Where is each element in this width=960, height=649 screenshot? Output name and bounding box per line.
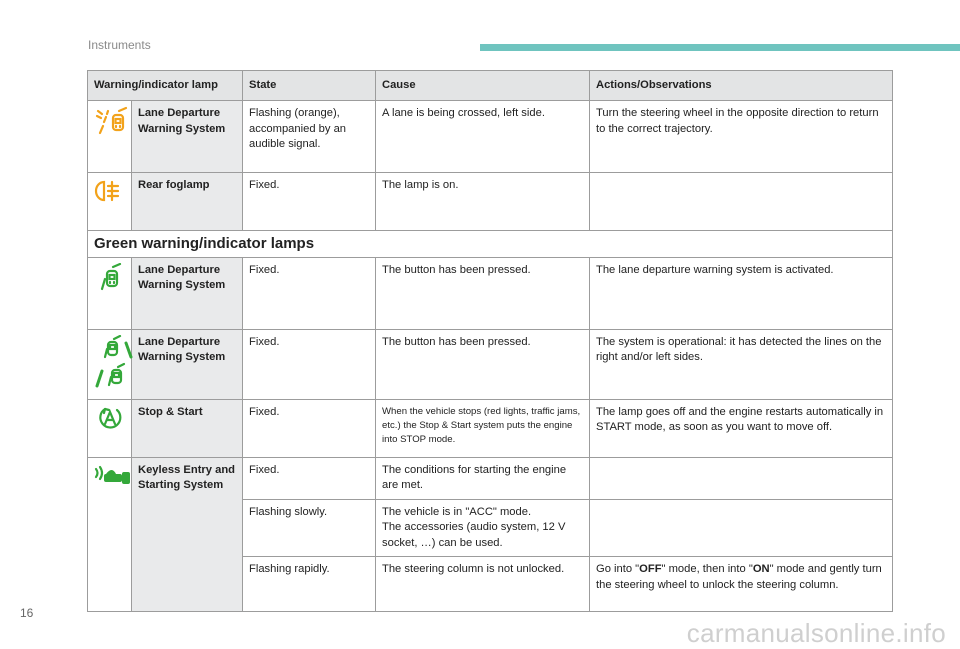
lamp-name: Stop & Start	[132, 399, 243, 457]
lane-departure-icon	[88, 257, 132, 329]
section-heading: Green warning/indicator lamps	[88, 231, 893, 258]
column-header-actions: Actions/Observations	[590, 71, 893, 101]
off-keyword: OFF	[639, 563, 662, 575]
warning-lamps-table	[87, 70, 893, 612]
lamp-cause: The conditions for starting the engine are met.	[376, 457, 590, 499]
lamp-state: Flashing slowly.	[243, 499, 376, 557]
lamp-state: Fixed.	[243, 257, 376, 329]
header-accent-bar	[480, 44, 960, 51]
lamp-cause: The steering column is not unlocked.	[376, 557, 590, 612]
lamp-cause: The button has been pressed.	[376, 257, 590, 329]
lamp-cause: The button has been pressed.	[376, 329, 590, 399]
lane-departure-lines-detected-icon	[88, 329, 132, 399]
table-row	[88, 173, 893, 231]
column-header-state: State	[243, 71, 376, 101]
keyless-entry-icon	[88, 457, 132, 612]
lamp-action	[590, 457, 893, 499]
lamp-name: Rear foglamp	[132, 173, 243, 231]
page-number: 16	[20, 606, 34, 620]
lamp-state: Fixed.	[243, 173, 376, 231]
section-title: Instruments	[88, 38, 151, 52]
rear-foglamp-icon	[88, 173, 132, 231]
lamp-name: Lane Departure Warning System	[132, 329, 243, 399]
action-text: " mode and gently turn the steering wheel to unlock the steering column.	[596, 563, 882, 591]
lamp-action	[590, 173, 893, 231]
lamp-state: Flashing rapidly.	[243, 557, 376, 612]
lamp-name: Lane Departure Warning System	[132, 257, 243, 329]
lamp-action: The system is operational: it has detected the lines on the right and/or left sides.	[590, 329, 893, 399]
action-text: " mode, then into "	[661, 563, 753, 575]
table-row	[88, 329, 893, 399]
table-row	[88, 257, 893, 329]
lamp-cause: The lamp is on.	[376, 173, 590, 231]
lamp-action: Turn the steering wheel in the opposite direction to return to the correct trajectory.	[590, 101, 893, 173]
lamp-cause-line: The vehicle is in "ACC" mode.	[382, 505, 532, 518]
column-header-lamp: Warning/indicator lamp	[88, 71, 243, 101]
table-row	[88, 399, 893, 457]
table-header-row	[88, 71, 893, 101]
section-header-row	[88, 231, 893, 258]
lane-departure-flashing-icon	[88, 101, 132, 173]
lamp-cause: When the vehicle stops (red lights, traffic jams, etc.) the Stop & Start system puts the engine into STOP mode.	[376, 399, 590, 457]
table-row	[88, 457, 893, 499]
lamp-action: The lamp goes off and the engine restarts automatically in START mode, as soon as you want to move off.	[590, 399, 893, 457]
watermark: carmanualsonline.info	[686, 618, 946, 648]
lamp-name: Lane Departure Warning System	[132, 101, 243, 173]
lamp-cause: A lane is being crossed, left side.	[376, 101, 590, 173]
action-text: Go into "	[596, 563, 640, 575]
lamp-cause-line: The accessories (audio system, 12 V socket, …) can be used.	[382, 521, 566, 549]
lamp-cause	[376, 499, 590, 557]
table-row	[88, 101, 893, 173]
lamp-state: Fixed.	[243, 399, 376, 457]
lamp-action	[590, 499, 893, 557]
stop-start-icon	[88, 399, 132, 457]
column-header-cause: Cause	[376, 71, 590, 101]
lamp-action	[590, 557, 893, 612]
lamp-action: The lane departure warning system is activated.	[590, 257, 893, 329]
lamp-state: Fixed.	[243, 457, 376, 499]
lamp-state: Flashing (orange), accompanied by an audible signal.	[243, 101, 376, 173]
on-keyword: ON	[752, 563, 770, 575]
lamp-name: Keyless Entry and Starting System	[132, 457, 243, 612]
lamp-state: Fixed.	[243, 329, 376, 399]
